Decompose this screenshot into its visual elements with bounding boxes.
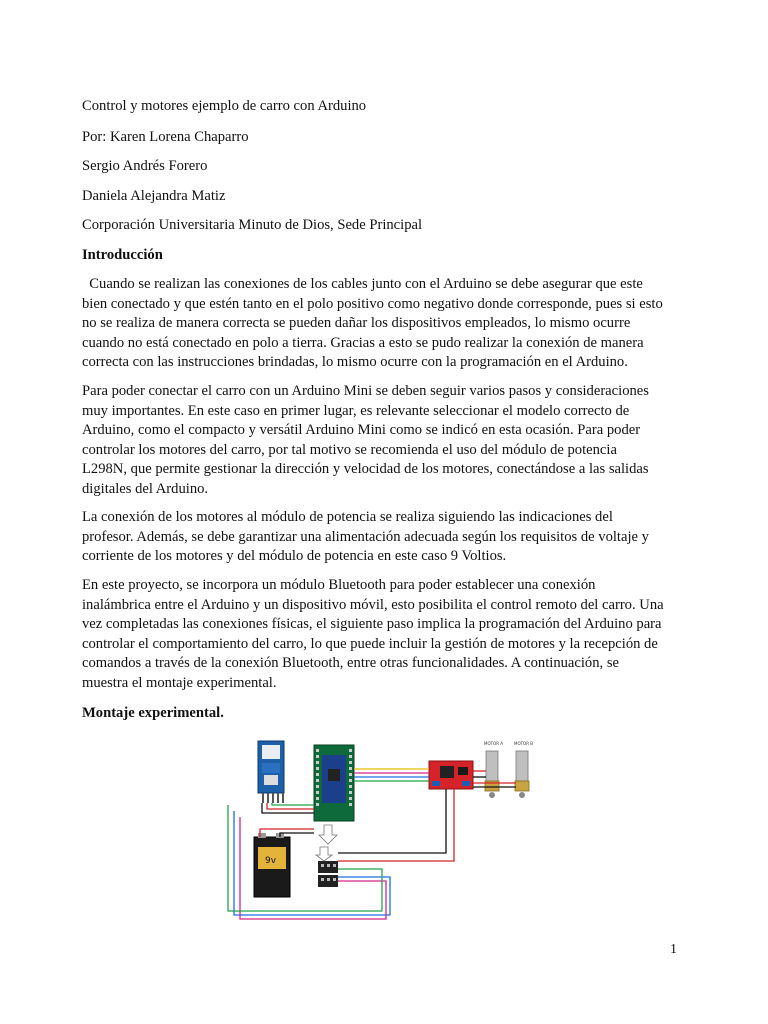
document-title: Control y motores ejemplo de carro con Arduino bbox=[82, 98, 367, 114]
paragraph-line: muy importantes. En este caso en primer lugar, es relevante seleccionar el modelo correcto de bbox=[82, 402, 630, 419]
author-3: Daniela Alejandra Matiz bbox=[82, 188, 226, 204]
intro-heading: Introducción bbox=[82, 247, 163, 263]
paragraph-line: La conexión de los motores al módulo de potencia se realiza siguiendo las indicaciones del bbox=[82, 509, 613, 525]
paragraph-line: En este proyecto, se incorpora un módulo Bluetooth para poder establecer una conexión bbox=[82, 577, 596, 593]
motor-b-label: MOTOR B bbox=[514, 741, 533, 746]
motor-b bbox=[514, 741, 533, 798]
paragraph-line: Cuando se realizan las conexiones de los cables junto con el Arduino se debe asegurar que este bbox=[82, 276, 643, 292]
arduino-board bbox=[314, 745, 354, 821]
page-number: 1 bbox=[670, 942, 677, 957]
wiring-diagram bbox=[214, 733, 548, 925]
author-2: Sergio Andrés Forero bbox=[82, 158, 208, 174]
terminal-block bbox=[318, 861, 338, 887]
motor-a-label: MOTOR A bbox=[484, 741, 503, 746]
intro-paragraph-1 bbox=[82, 275, 694, 373]
paragraph-line: no se realiza de manera correcta se pueden dañar los dispositivos empleados, lo mismo ocurre bbox=[82, 315, 631, 331]
paragraph-line: cuando no está conectado en polo a tierra. Gracias a esto se pudo realizar la conexión de manera bbox=[82, 334, 644, 351]
battery-label: 9v bbox=[265, 856, 277, 866]
motor-a bbox=[484, 741, 503, 798]
paragraph-line: correcta con las instrucciones brindadas, lo mismo ocurre con la programación en el Arduino. bbox=[82, 354, 628, 370]
paragraph-line: vez completadas las conexiones físicas, el siguiente paso implica la programación del Arduino para bbox=[82, 616, 662, 632]
battery-9v bbox=[254, 833, 290, 897]
intro-paragraph-3 bbox=[82, 508, 694, 567]
motor-driver-module bbox=[429, 761, 473, 789]
paragraph-line: inalámbrica entre el Arduino y un dispositivo móvil, esto posibilita el control remoto del carro. Una bbox=[82, 596, 664, 613]
paragraph-line: L298N, que permite gestionar la dirección y velocidad de los motores, conectándose a las salidas bbox=[82, 461, 649, 477]
paragraph-line: profesor. Además, se debe garantizar una alimentación adecuada según los requisitos de voltaje y bbox=[82, 528, 649, 545]
paragraph-line: muestra el montaje experimental. bbox=[82, 674, 277, 691]
bluetooth-module bbox=[258, 741, 284, 803]
paragraph-line: comandos a través de la conexión Bluetooth, entre otras funcionalidades. A continuación, se bbox=[82, 655, 619, 671]
institution: Corporación Universitaria Minuto de Dios, Sede Principal bbox=[82, 217, 423, 233]
paragraph-line: digitales del Arduino. bbox=[82, 480, 209, 497]
intro-paragraph-2 bbox=[82, 382, 694, 499]
paragraph-line: bien conectado y que estén tanto en el polo positivo como negativo donde corresponde, pues si esto bbox=[82, 295, 663, 312]
power-arrows bbox=[316, 825, 337, 861]
montaje-heading: Montaje experimental. bbox=[82, 705, 224, 721]
paragraph-line: Arduino, como el compacto y versátil Arduino Mini como se indicó en esta ocasión. Para poder bbox=[82, 422, 641, 438]
paragraph-line: corriente de los motores y del módulo de potencia en este caso 9 Voltios. bbox=[82, 548, 507, 564]
paragraph-line: controlar el comportamiento del carro, lo que puede incluir la gestión de motores y la recepción de bbox=[82, 635, 658, 652]
intro-paragraph-4 bbox=[82, 576, 694, 693]
paragraph-line: controlar los motores del carro, por tal motivo se recomienda el uso del módulo de potencia bbox=[82, 441, 617, 458]
author-line: Por: Karen Lorena Chaparro bbox=[82, 129, 249, 145]
paragraph-line: Para poder conectar el carro con un Arduino Mini se deben seguir varios pasos y consideraciones bbox=[82, 383, 649, 399]
